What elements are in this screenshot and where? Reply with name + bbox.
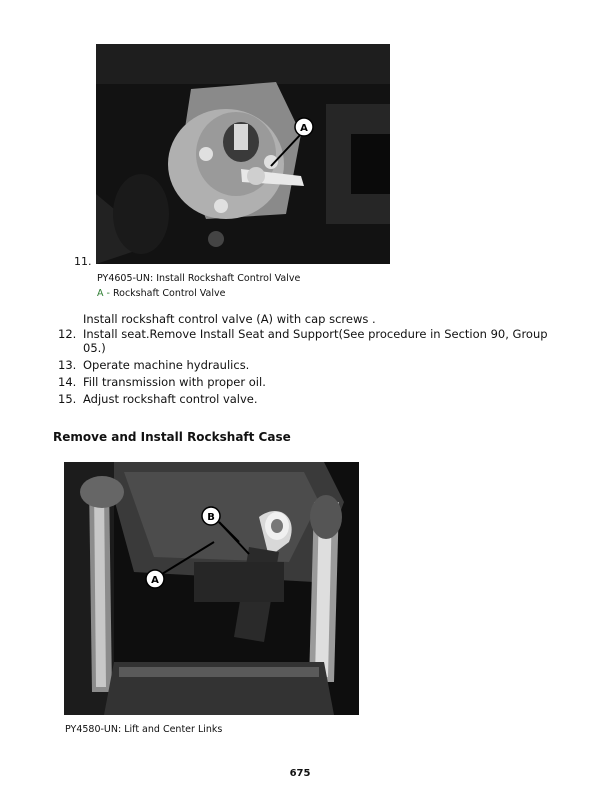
step-text: Operate machine hydraulics. bbox=[83, 358, 250, 372]
legend-separator: - bbox=[103, 288, 113, 299]
step-number: 13. bbox=[58, 358, 77, 372]
step-item bbox=[58, 392, 558, 406]
callout-a: A bbox=[151, 575, 159, 586]
callout-b: B bbox=[207, 512, 215, 523]
step-item bbox=[58, 358, 558, 372]
step-text: Install seat.Remove Install Seat and Support(See procedure in Section 90, Group 05.) bbox=[83, 327, 548, 355]
step-text: Adjust rockshaft control valve. bbox=[83, 392, 258, 406]
rockshaft-control-valve-photo bbox=[96, 44, 390, 264]
lift-and-center-links-photo bbox=[64, 462, 359, 715]
step-item bbox=[58, 375, 558, 389]
figure-2-caption: PY4580-UN: Lift and Center Links bbox=[65, 724, 223, 735]
step-number: 15. bbox=[58, 392, 77, 406]
page-number: 675 bbox=[289, 768, 311, 779]
section-heading: Remove and Install Rockshaft Case bbox=[53, 430, 291, 444]
legend-text: Rockshaft Control Valve bbox=[112, 288, 226, 299]
step-11-number: 11. bbox=[74, 255, 92, 268]
step-item bbox=[58, 327, 558, 355]
step-number: 14. bbox=[58, 375, 77, 389]
step-text: Fill transmission with proper oil. bbox=[83, 375, 266, 389]
step-number: 12. bbox=[58, 327, 77, 341]
step-list bbox=[58, 327, 558, 409]
legend-key: A bbox=[97, 288, 104, 299]
step-11-text: Install rockshaft control valve (A) with cap screws . bbox=[83, 312, 376, 326]
figure-1-legend bbox=[97, 288, 225, 299]
callout-a: A bbox=[300, 123, 308, 134]
figure-1-caption: PY4605-UN: Install Rockshaft Control Valve bbox=[97, 273, 301, 284]
